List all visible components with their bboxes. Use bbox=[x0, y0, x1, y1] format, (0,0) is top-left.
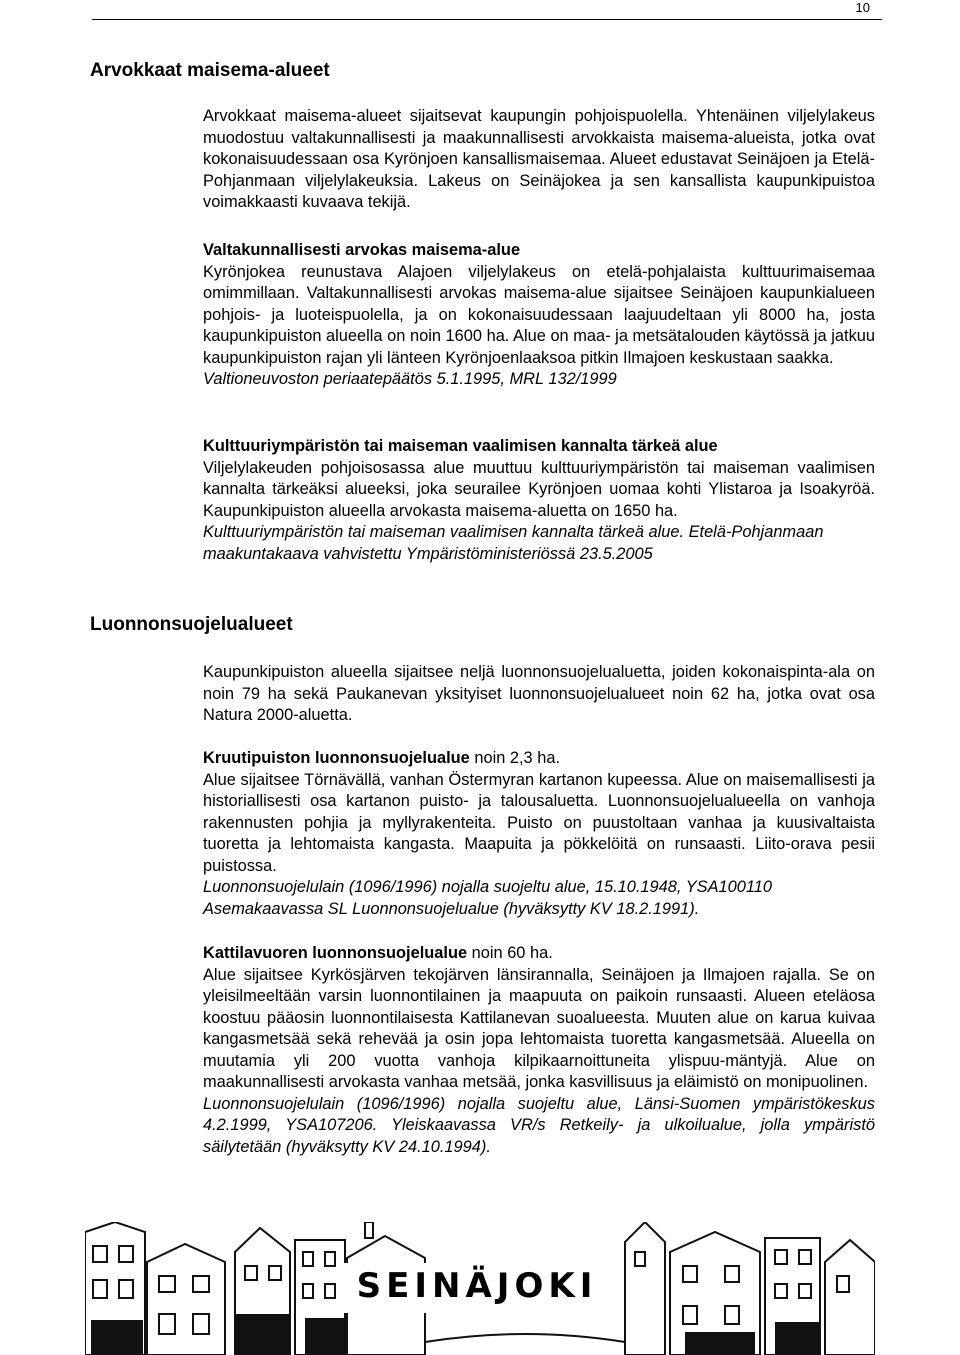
heading-arvokkaat-maisema-alueet: Arvokkaat maisema-alueet bbox=[90, 60, 330, 81]
kattilavuori-body: Alue sijaitsee Kyrkösjärven tekojärven länsirannalla, Seinäjoen ja Ilmajoen rajalla. Se on yleisilmeeltään varsin luonnontilainen ja maapuuta on paikoin runsaasti. Alueen eteläosa koostuu pääosin luonnontilaisesta Kattilanevan suoalueesta. Muuten alue on karua kuivaa kangasmetsää sekä rehevää ja osin jopa lehtomaista tuoretta kangasmetsää. Alueella on muutamia yli 200 vuotta vanhoja kilpikaarnoittuneita ylispuu-mäntyjä. Alue on maakunnallisesti arvokasta vanhaa metsää, jonka kasvillisuus ja eläimistö on monipuolinen. bbox=[203, 965, 875, 1091]
kulttuuri-reference: Kulttuuriympäristön tai maiseman vaalimisen kannalta tärkeä alue. Etelä-Pohjanmaan maakuntakaava vahvistettu Ympäristöministeriössä 23.5.2005 bbox=[203, 523, 824, 563]
kattilavuori-title: Kattilavuoren luonnonsuojelualue bbox=[203, 944, 468, 962]
intro-maisema-alueet bbox=[203, 106, 875, 214]
kulttuuri-title: Kulttuuriympäristön tai maiseman vaalimisen kannalta tärkeä alue bbox=[203, 437, 718, 455]
kulttuuri-block bbox=[203, 436, 875, 565]
valtakunnallinen-reference: Valtioneuvoston periaatepäätös 5.1.1995, MRL 132/1999 bbox=[203, 370, 617, 388]
intro-luonnonsuojelualueet bbox=[203, 662, 875, 727]
kruutipuisto-body: Alue sijaitsee Törnävällä, vanhan Östermyran kartanon kupeessa. Alue on maisemallisesti ja historiallisesti osa kartanon puisto- ja talousaluetta. Luonnonsuojelualueella on vanhoja rakennusten pohjia ja myllyrakenteita. Puisto on puustoltaan vanhaa ja kuusivaltaista tuoretta ja lehtomaista kangasta. Maapuita ja pökkelöitä on runsaasti. Liito-orava pesii puistossa. bbox=[203, 770, 875, 875]
kattilavuori-block bbox=[203, 943, 875, 1158]
luonnonsuojelu-intro-paragraph: Kaupunkipuiston alueella sijaitsee neljä luonnonsuojelualuetta, joiden kokonaispinta-ala on noin 79 ha sekä Paukanevan yksityiset luonnonsuojelualueet noin 62 ha, jotka ovat osa Natura 2000-aluetta. bbox=[203, 663, 875, 724]
kattilavuori-heading-line bbox=[203, 943, 875, 965]
kattilavuori-reference: Luonnonsuojelulain (1096/1996) nojalla suojeltu alue, Länsi-Suomen ympäristökeskus 4.2.1999, YSA107206. Yleiskaavassa VR/s Retkeily- ja ulkoilualue, jolla ympäristö säilytetään (hyväksytty KV 24.10.1994). bbox=[203, 1094, 875, 1156]
header-rule bbox=[92, 19, 882, 20]
page-number: 10 bbox=[855, 0, 870, 15]
kruutipuisto-reference-1: Luonnonsuojelulain (1096/1996) nojalla suojeltu alue, 15.10.1948, YSA100110 bbox=[203, 878, 772, 896]
kattilavuori-area: noin 60 ha. bbox=[467, 944, 553, 962]
kruutipuisto-heading-line bbox=[203, 748, 875, 770]
kruutipuisto-area: noin 2,3 ha. bbox=[469, 749, 561, 767]
kruutipuisto-block bbox=[203, 748, 875, 920]
heading-luonnonsuojelualueet: Luonnonsuojelualueet bbox=[90, 614, 293, 635]
kulttuuri-body: Viljelylakeuden pohjoisosassa alue muuttuu kulttuuriympäristön tai maiseman vaalimisen kannalta tärkeäksi alueeksi, joka seurailee Kyrönjoen uomaa kohti Ylistaroa ja Isoakyröä. Kaupunkipuiston alueella arvokasta maisema-aluetta on 1650 ha. bbox=[203, 458, 875, 520]
intro-paragraph: Arvokkaat maisema-alueet sijaitsevat kaupungin pohjoispuolella. Yhtenäinen viljelylakeus muodostuu valtakunnallisesti ja maakunnallisesti arvokkaista maisema-alueista, jotka ovat kokonaisuudessaan osa Kyrönjoen kansallismaisemaa. Alueet edustavat Seinäjoen ja Etelä-Pohjanmaan viljelylakeuksia. Lakeus on Seinäjokea ja sen kansallista kaupunkipuistoa voimakkaasti kuvaava tekijä. bbox=[203, 107, 875, 211]
kruutipuisto-title: Kruutipuiston luonnonsuojelualue bbox=[203, 749, 470, 767]
valtakunnallinen-body: Kyrönjokea reunustava Alajoen viljelylakeus on etelä-pohjalaista kulttuurimaisemaa omimmillaan. Valtakunnallisesti arvokas maisema-alue sijaitsee Seinäjoen kaupunkialueen pohjois- ja luoteispuolella, ja on kokonaisuudessaan laajuudeltaan yli 8000 ha, josta kaupunkipuiston alueella on noin 1600 ha. Alue on maa- ja metsätalouden käytössä ja jatkuu kaupunkipuiston rajan yli länteen Kyrönjoenlaaksoa pitkin Ilmajoen keskustaan saakka. bbox=[203, 262, 875, 367]
valtakunnallinen-title: Valtakunnallisesti arvokas maisema-alue bbox=[203, 241, 521, 259]
seinajoki-logo: SEINÄJOKI bbox=[356, 1266, 598, 1306]
kruutipuisto-reference-2: Asemakaavassa SL Luonnonsuojelualue (hyväksytty KV 18.2.1991). bbox=[203, 899, 700, 918]
valtakunnallinen-block bbox=[203, 240, 875, 391]
